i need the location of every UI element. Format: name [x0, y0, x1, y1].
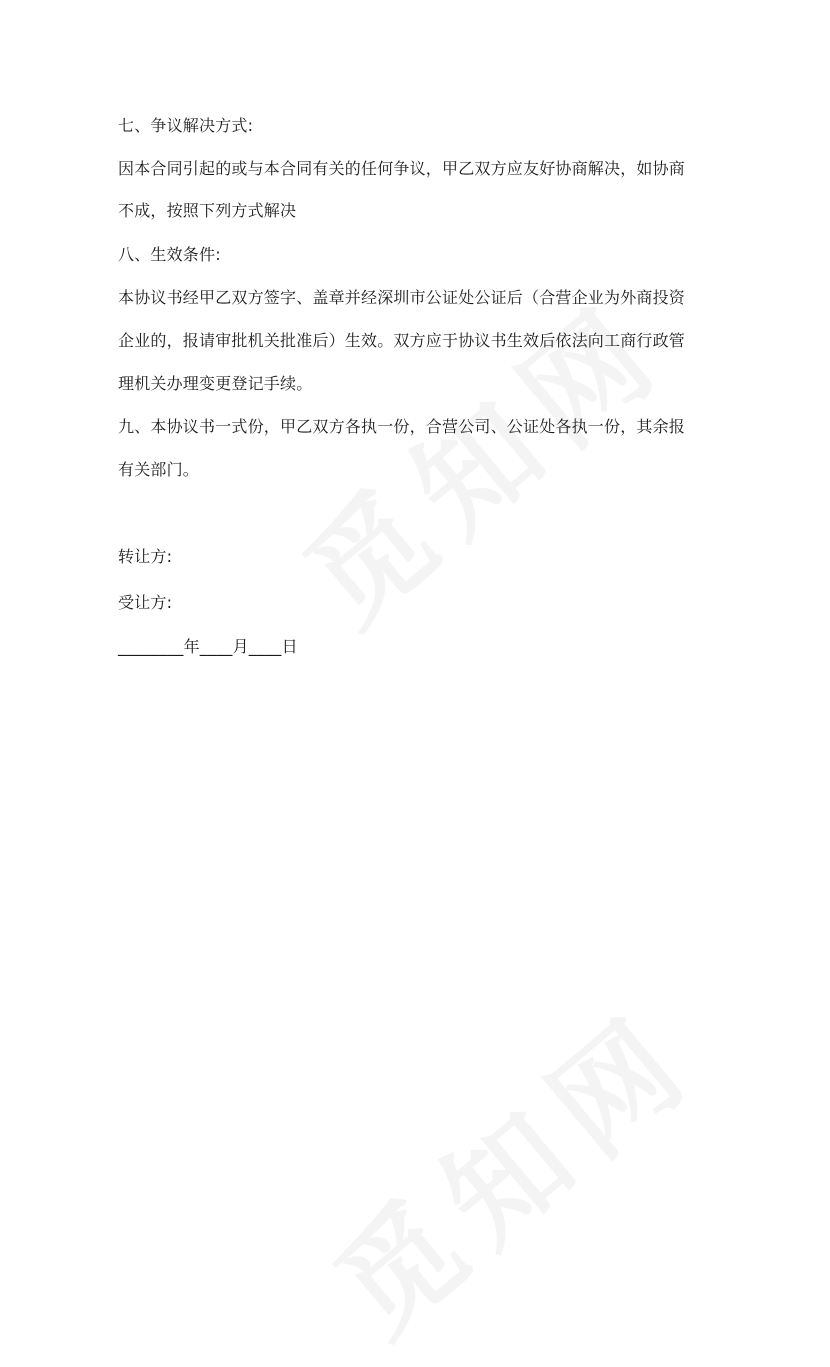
section8-paragraph-line: 本协议书经甲乙双方签字、盖章并经深圳市公证处公证后（合营企业为外商投资	[118, 288, 686, 307]
watermark	[264, 255, 696, 657]
section8-paragraph-line: 企业的，报请审批机关批准后）生效。双方应于协议书生效后依法向工商行政管	[118, 331, 686, 350]
transferee-label: 受让方:	[118, 593, 173, 612]
section7-paragraph-line: 因本合同引起的或与本合同有关的任何争议，甲乙双方应友好协商解决，如协商	[118, 159, 686, 178]
section7-heading: 七、争议解决方式:	[118, 116, 254, 135]
section7-paragraph-line: 不成，按照下列方式解决	[118, 201, 297, 220]
section8-paragraph-line: 理机关办理变更登记手续。	[118, 374, 313, 393]
section8-heading: 八、生效条件:	[118, 245, 221, 264]
section9-paragraph-line: 有关部门。	[118, 460, 200, 479]
section9-paragraph-line: 九、本协议书一式份，甲乙双方各执一份，合营公司、公证处各执一份，其余报	[118, 417, 686, 436]
transferor-label: 转让方:	[118, 547, 173, 566]
date-line: ________年____月____日	[118, 637, 298, 656]
watermark	[294, 965, 726, 1367]
